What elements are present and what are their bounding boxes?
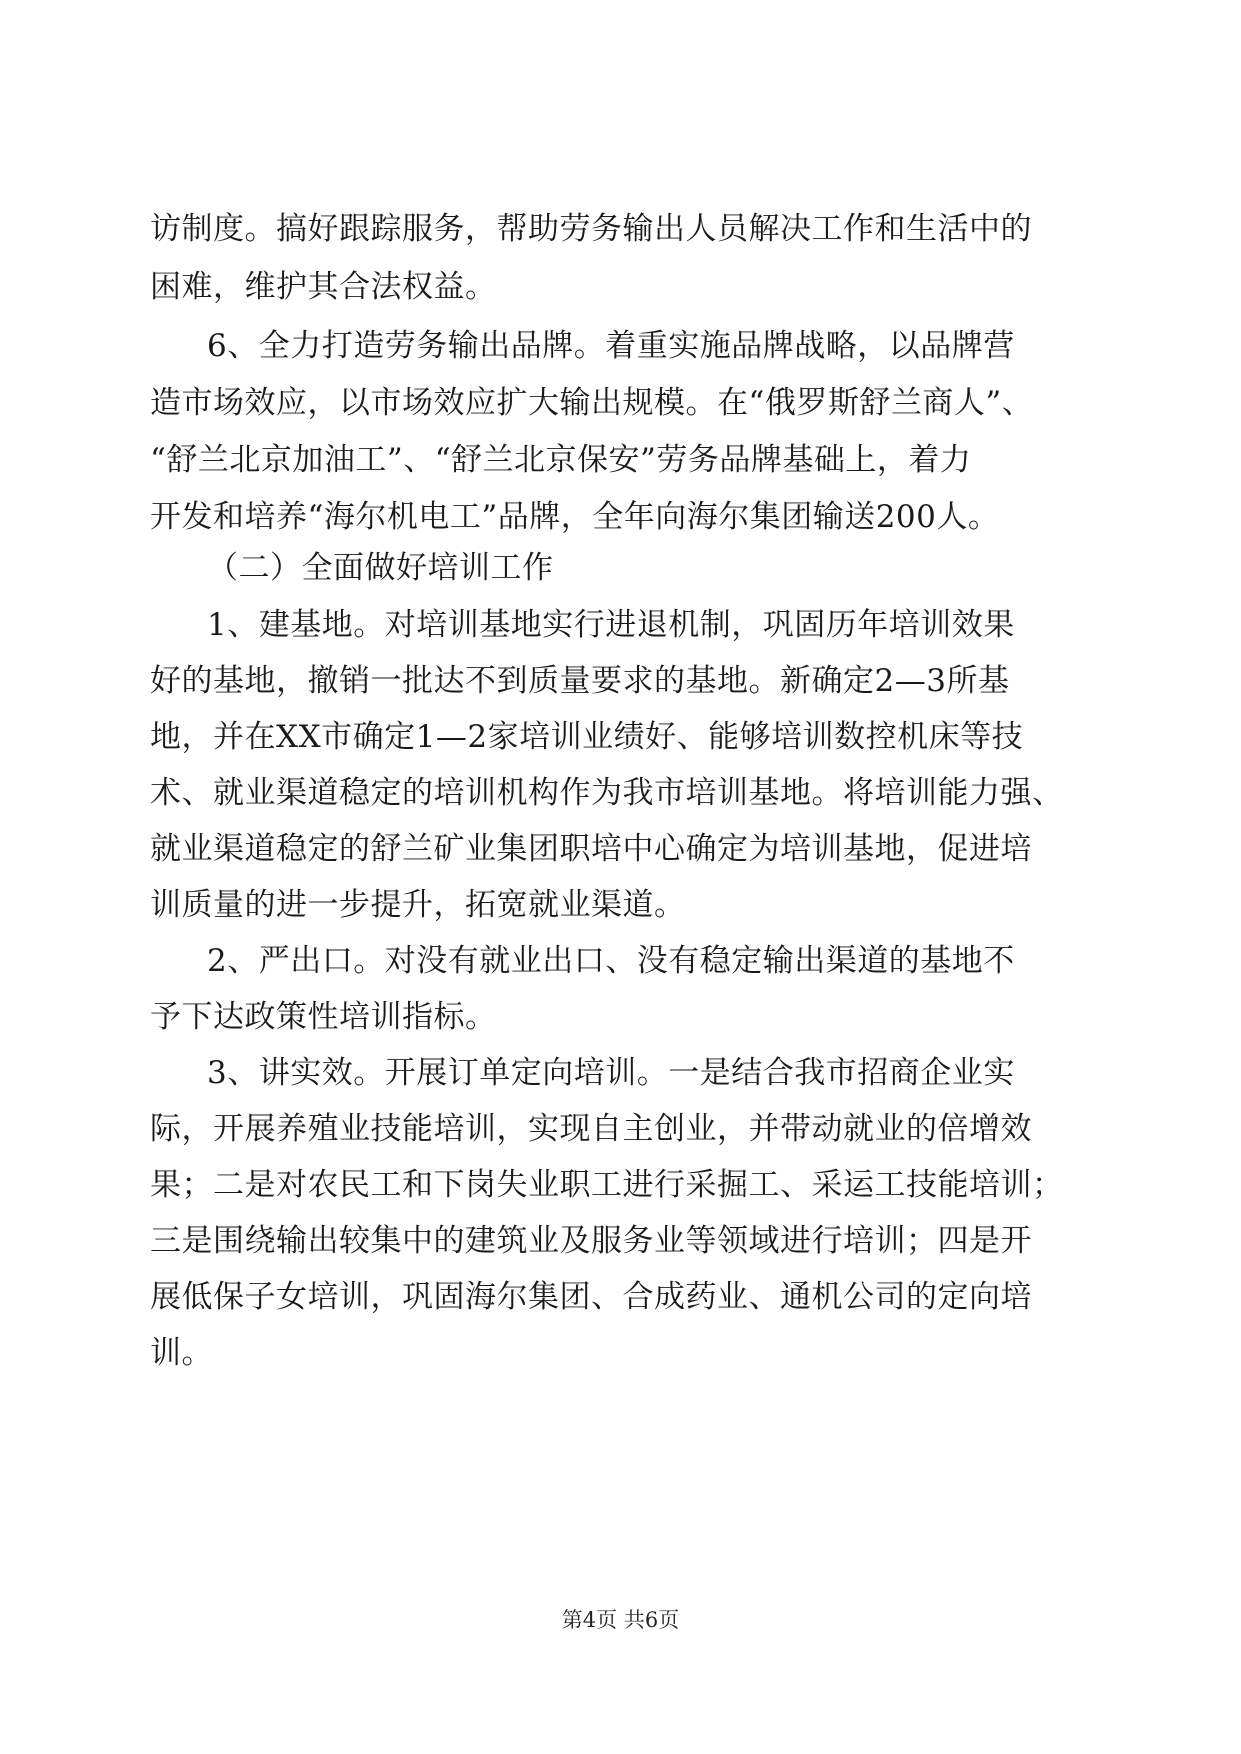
text-line: 地，并在XX市确定1—2家培训业绩好、能够培训数控机床等技 <box>150 719 1024 755</box>
text-line: 好的基地，撤销一批达不到质量要求的基地。新确定2—3所基 <box>150 663 1010 699</box>
text-line: 际，开展养殖业技能培训，实现自主创业，并带动就业的倍增效 <box>150 1111 1032 1147</box>
text-line: 1、建基地。对培训基地实行进退机制，巩固历年培训效果 <box>207 607 1015 643</box>
text-line: 训。 <box>150 1335 213 1371</box>
text-line: 训质量的进一步提升，拓宽就业渠道。 <box>150 887 686 923</box>
text-line: 予下达政策性培训指标。 <box>150 999 497 1035</box>
text-line: 就业渠道稳定的舒兰矿业集团职培中心确定为培训基地，促进培 <box>150 831 1032 867</box>
text-line: 2、严出口。对没有就业出口、没有稳定输出渠道的基地不 <box>207 943 1015 979</box>
text-line: 访制度。搞好跟踪服务，帮助劳务输出人员解决工作和生活中的 <box>150 211 1032 247</box>
text-line: 开发和培养“海尔机电工”品牌，全年向海尔集团输送200人。 <box>150 499 1000 535</box>
text-line: 3、讲实效。开展订单定向培训。一是结合我市招商企业实 <box>207 1055 1015 1091</box>
text-line: 展低保子女培训，巩固海尔集团、合成药业、通机公司的定向培 <box>150 1279 1032 1315</box>
text-line: 6、全力打造劳务输出品牌。着重实施品牌战略，以品牌营 <box>207 328 1015 364</box>
page-footer: 第4页 共6页 <box>561 1608 680 1632</box>
text-line: 三是围绕输出较集中的建筑业及服务业等领域进行培训；四是开 <box>150 1223 1032 1259</box>
text-line: “舒兰北京加油工”、“舒兰北京保安”劳务品牌基础上，着力 <box>150 442 972 478</box>
text-line: 造市场效应，以市场效应扩大输出规模。在“俄罗斯舒兰商人”、 <box>150 385 1034 421</box>
section-heading: （二）全面做好培训工作 <box>207 550 554 586</box>
text-line: 果；二是对农民工和下岗失业职工进行采掘工、采运工技能培训； <box>150 1167 1064 1203</box>
text-line: 困难，维护其合法权益。 <box>150 269 497 305</box>
text-line: 术、就业渠道稳定的培训机构作为我市培训基地。将培训能力强、 <box>150 775 1064 811</box>
